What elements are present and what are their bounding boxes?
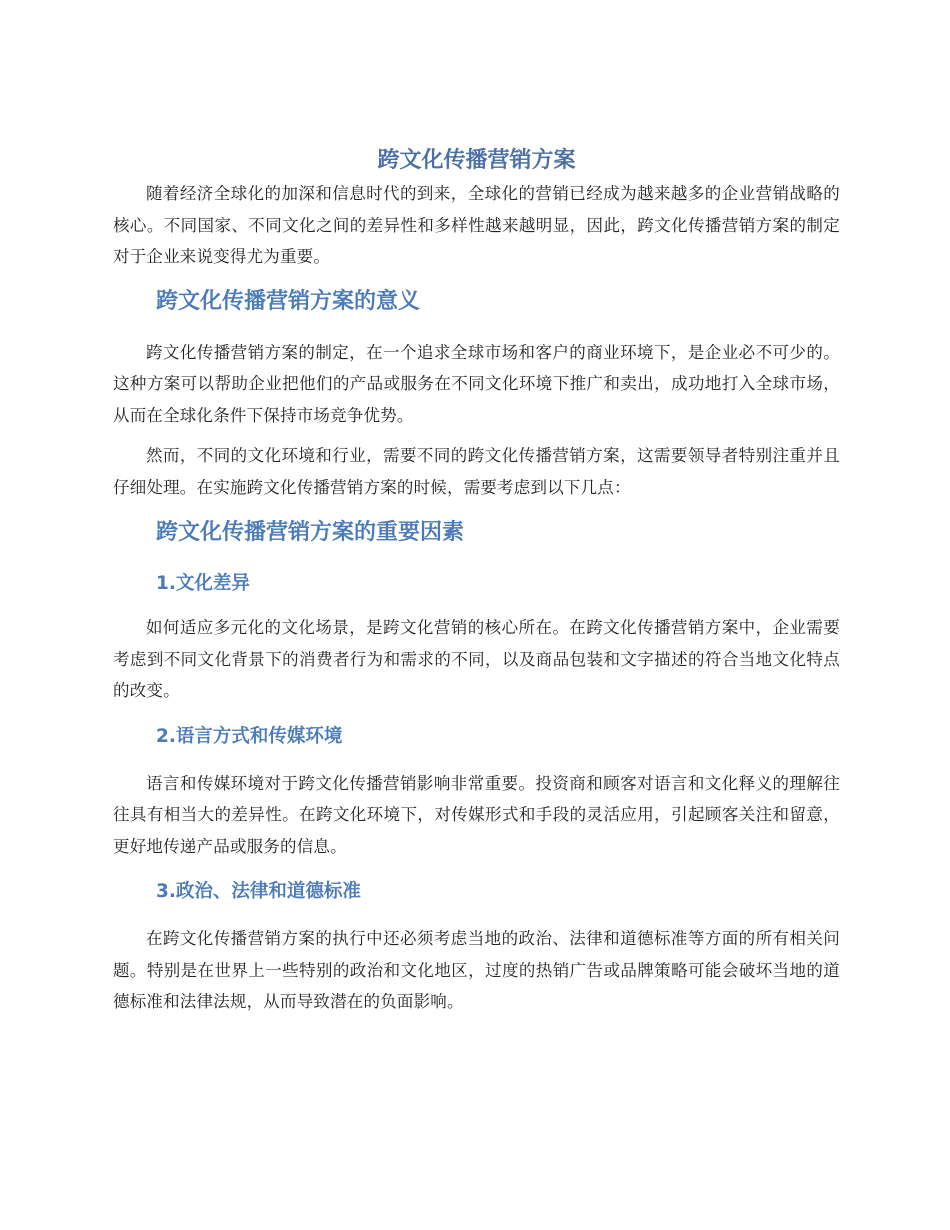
document-page [113,144,840,1018]
factor-paragraph-culture: 如何适应多元化的文化场景，是跨文化营销的核心所在。在跨文化传播营销方案中，企业需要考虑到不同文化背景下的消费者行为和需求的不同，以及商品包装和文字描述的符合当地文化特点的改变。 [113,618,840,700]
factor-paragraph-language-media: 语言和传媒环境对于跨文化传播营销影响非常重要。投资商和顾客对语言和文化释义的理解往往具有相当大的差异性。在跨文化环境下，对传媒形式和手段的灵活应用，引起顾客关注和留意，更好地传递产品或服务的信息。 [113,773,840,856]
factor-paragraph-politics-law-ethics: 在跨文化传播营销方案的执行中还必须考虑当地的政治、法律和道德标准等方面的所有相关问题。特别是在世界上一些特别的政治和文化地区，过度的热销广告或品牌策略可能会破坏当地的道德标准和法律法规，从而导致潜在的负面影响。 [113,929,840,1011]
factor-heading-language-media: 2.语言方式和传媒环境 [156,725,343,747]
document-title: 跨文化传播营销方案 [377,148,576,173]
significance-paragraph-2: 然而，不同的文化环境和行业，需要不同的跨文化传播营销方案，这需要领导者特别注重并且仔细处理。在实施跨文化传播营销方案的时候，需要考虑到以下几点： [113,446,840,497]
factor-heading-culture: 1.文化差异 [156,573,250,594]
section-heading-significance: 跨文化传播营销方案的意义 [156,288,421,314]
factor-heading-politics-law-ethics: 3.政治、法律和道德标准 [156,881,361,902]
section-heading-factors: 跨文化传播营销方案的重要因素 [156,520,465,545]
intro-paragraph: 随着经济全球化的加深和信息时代的到来，全球化的营销已经成为越来越多的企业营销战略的核心。不同国家、不同文化之间的差异性和多样性越来越明显，因此，跨文化传播营销方案的制定对于企业来说变得尤为重要。 [113,184,840,266]
significance-paragraph-1: 跨文化传播营销方案的制定，在一个追求全球市场和客户的商业环境下，是企业必不可少的。这种方案可以帮助企业把他们的产品或服务在不同文化环境下推广和卖出，成功地打入全球市场，从而在全球化条件下保持市场竞争优势。 [113,342,840,425]
